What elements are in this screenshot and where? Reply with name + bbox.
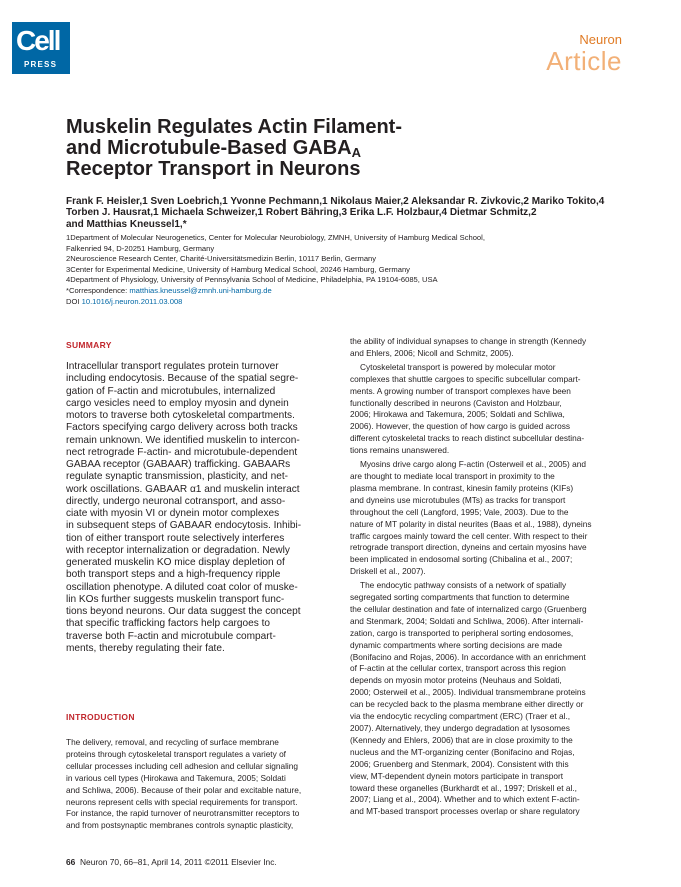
body-line: tions remains unanswered. bbox=[350, 445, 450, 456]
body-line: Driskell et al., 2007). bbox=[350, 566, 426, 577]
correspondence-email-link[interactable]: matthias.kneussel@zmnh.uni-hamburg.de bbox=[129, 285, 272, 295]
article-title bbox=[66, 117, 506, 180]
body-line: Cytoskeletal transport is powered by molecular motor bbox=[360, 361, 556, 372]
summary-line: GABAA receptor (GABAAR) trafficking. GABAARs bbox=[66, 459, 291, 470]
logo-sub-text: PRESS bbox=[24, 60, 58, 69]
body-line: (Kennedy and Ehlers, 2006) that are in close proximity to the bbox=[350, 734, 573, 745]
affiliation-line: 4Department of Physiology, University of Pennsylvania School of Medicine, Philadelphia, PA 19104-6085, USA bbox=[66, 275, 438, 285]
summary-line: ciate with myosin VI or dynein motor complexes bbox=[66, 508, 280, 519]
body-line: 2006; Hirokawa and Takemura, 2005; Soldati and Schliwa, bbox=[350, 409, 565, 420]
introduction-line: and Schliwa, 2006). Because of their polar and excitable nature, bbox=[66, 784, 302, 795]
introduction-text bbox=[66, 737, 336, 832]
body-line: different cytoskeletal tracks to reach distinct subcellular destina- bbox=[350, 433, 585, 444]
summary-line: regulate synaptic transmission, plasticity, and net- bbox=[66, 471, 288, 483]
doi-link[interactable]: 10.1016/j.neuron.2011.03.008 bbox=[81, 296, 183, 306]
title-line-1: Muskelin Regulates Actin Filament- bbox=[66, 116, 402, 138]
body-line: toward these organelles (Burkhardt et al., 1997; Driskell et al., bbox=[350, 782, 577, 793]
summary-line: with receptor internalization or degradation. Newly bbox=[66, 544, 290, 556]
body-line: throughout the cell (Langford, 1995; Vale, 2003). Due to the bbox=[350, 506, 569, 517]
title-line-2: and Microtubule-Based $GABA_A$ bbox=[66, 137, 361, 160]
body-line: via the endocytic recycling compartment (ERC) (Traer et al., bbox=[350, 711, 571, 722]
introduction-line: and from postsynaptic membranes controls synaptic plasticity, bbox=[66, 820, 294, 831]
summary-line: work oscillations. GABAAR α1 and muskelin interact bbox=[66, 483, 300, 495]
body-line: the cellular destination and fate of internalized cargo (Gruenberg bbox=[350, 603, 587, 614]
author-line: Torben J. Hausrat,1 Michaela Schweizer,1 Robert Bähring,3 Erika L.F. Holzbaur,4 Dietmar Schmitz,2 bbox=[66, 207, 537, 219]
author-list bbox=[66, 196, 626, 230]
right-column-text bbox=[350, 336, 625, 818]
summary-text bbox=[66, 361, 336, 655]
body-paragraph bbox=[350, 362, 625, 457]
introduction-heading: INTRODUCTION bbox=[66, 712, 135, 722]
body-line: complexes that shuttle cargoes to specific subcellular compart- bbox=[350, 373, 581, 384]
title-line-3: Receptor Transport in Neurons bbox=[66, 158, 361, 180]
body-line: ments. A growing number of transport complexes have been bbox=[350, 385, 571, 396]
body-line: can be recycled back to the plasma membrane either directly or bbox=[350, 699, 584, 710]
body-line: been implicated in endosomal sorting (Chibalina et al., 2007; bbox=[350, 554, 573, 565]
logo-main-text: Cell bbox=[16, 25, 60, 56]
body-line: 2007; Liang et al., 2004). Whether and to which extent F-actin- bbox=[350, 794, 580, 805]
summary-line: lin KOs further suggests muskelin transport func- bbox=[66, 593, 285, 605]
introduction-line: cellular processes including cell adhesion and cellular signaling bbox=[66, 760, 298, 771]
cell-press-logo bbox=[12, 22, 70, 74]
author-line: Frank F. Heisler,1 Sven Loebrich,1 Yvonne Pechmann,1 Nikolaus Maier,2 Aleksandar R. Zivkovic,2 Mariko Tokito,4 bbox=[66, 196, 605, 207]
affiliation-line: Falkenried 94, D-20251 Hamburg, Germany bbox=[66, 243, 215, 253]
summary-line: ments, thereby regulating their fate. bbox=[66, 642, 225, 654]
body-line: segregated sorting compartments that function to determine bbox=[350, 592, 570, 603]
summary-line: Factors specifying cargo delivery across both tracks bbox=[66, 422, 298, 434]
body-line: The endocytic pathway consists of a network of spatially bbox=[360, 580, 567, 591]
summary-line: including endocytosis. Because of the spatial segre- bbox=[66, 373, 299, 385]
page-number: 66 bbox=[66, 857, 76, 867]
body-line: dynamic compartments where sorting decisions are made bbox=[350, 639, 563, 650]
affiliation-line: 3Center for Experimental Medicine, University of Hamburg Medical School, 20246 Hamburg, Germany bbox=[66, 264, 410, 274]
affiliation-line: 2Neuroscience Research Center, Charité-Universitätsmedizin Berlin, 10117 Berlin, Germany bbox=[66, 254, 377, 264]
summary-line: gation of F-actin and microtubules, internalized bbox=[66, 385, 276, 397]
body-line: Myosins drive cargo along F-actin (Osterweil et al., 2005) and bbox=[360, 459, 586, 470]
summary-line: tions beyond neurons. Our data suggest the concept bbox=[66, 606, 301, 617]
summary-line: that specific trafficking factors help cargoes to bbox=[66, 618, 271, 630]
body-paragraph bbox=[350, 459, 625, 578]
page-footer bbox=[66, 857, 277, 867]
summary-line: motors to traverse both cytoskeletal compartments. bbox=[66, 410, 295, 421]
body-paragraph bbox=[350, 580, 625, 818]
body-paragraph bbox=[350, 336, 625, 360]
summary-line: Intracellular transport regulates protein turnover bbox=[66, 361, 279, 372]
body-line: (Bonifacino and Rojas, 2006). In accordance with an enrichment bbox=[350, 651, 586, 662]
article-type: Article bbox=[546, 46, 622, 76]
summary-line: directly, undergo neuronal cotransport, and asso- bbox=[66, 495, 286, 507]
body-line: nature of MT polarity in distal neurites (Baas et al., 1988), dyneins bbox=[350, 518, 592, 529]
journal-citation: Neuron 70, 66–81, April 14, 2011 ©2011 Elsevier Inc. bbox=[79, 857, 277, 867]
body-line: 2000; Osterweil et al., 2005). Individual transmembrane proteins bbox=[350, 687, 586, 698]
summary-line: oscillation phenotype. A diluted coat color of muske- bbox=[66, 581, 298, 593]
body-line: 2006; Gruenberg and Stenmark, 2004). Consistent with this bbox=[350, 758, 569, 769]
body-line: retrograde transport direction, dyneins and certain myosins have bbox=[350, 542, 587, 553]
summary-line: remain unknown. We identified muskelin to intercon- bbox=[66, 434, 300, 446]
summary-line: traverse both F-actin and microtubule compart- bbox=[66, 630, 276, 642]
summary-line: cargo vesicles need to employ myosin and dynein bbox=[66, 397, 289, 409]
summary-line: nect retrograde F-actin- and microtubule-dependent bbox=[66, 446, 298, 458]
body-line: plasma membrane. In contrast, kinesin family proteins (KIFs) bbox=[350, 482, 574, 493]
body-line: and Stenmark, 2004; Soldati and Schliwa, 2006). After internali- bbox=[350, 615, 584, 626]
body-line: traffic cargoes mainly toward the cell center. With respect to their bbox=[350, 530, 588, 541]
doi: DOI 10.1016/j.neuron.2011.03.008 bbox=[66, 296, 183, 306]
body-line: 2006). However, the question of how cargo is guided across bbox=[350, 421, 570, 432]
body-line: of F-actin at the cellular cortex, transport across this region bbox=[350, 663, 566, 674]
body-line: nucleus and the MT-organizing center (Bonifacino and Rojas, bbox=[350, 746, 575, 757]
journal-name: Neuron bbox=[579, 32, 622, 47]
affiliation-line: 1Department of Molecular Neurogenetics, Center for Molecular Neurobiology, ZMNH, University of Hamburg Medical School, bbox=[66, 233, 485, 242]
summary-line: in subsequent steps of GABAAR endocytosis. Inhibi- bbox=[66, 520, 302, 532]
body-line: 2007). Alternatively, they undergo degradation at lysosomes bbox=[350, 723, 570, 733]
body-line: the ability of individual synapses to change in strength (Kennedy bbox=[350, 336, 587, 346]
body-line: view, MT-dependent dynein motors participate in transport bbox=[350, 770, 564, 781]
introduction-line: proteins through cytoskeletal transport regulates a variety of bbox=[66, 748, 286, 759]
introduction-line: neurons represent cells with special requirements for transport. bbox=[66, 796, 298, 807]
affiliations bbox=[66, 233, 626, 307]
summary-heading: SUMMARY bbox=[66, 340, 112, 350]
body-line: and MT-based transport processes overlap or share regulatory bbox=[350, 806, 580, 817]
summary-line: generated muskelin KO mice display depletion of bbox=[66, 557, 285, 568]
summary-line: both transport steps and a high-frequency ripple bbox=[66, 569, 281, 581]
introduction-line: The delivery, removal, and recycling of surface membrane bbox=[66, 737, 279, 747]
summary-line: tion of either transport route selectively interferes bbox=[66, 532, 285, 544]
body-line: and dyneins use microtubules (MTs) as tracks for transport bbox=[350, 494, 566, 505]
body-line: zation, cargo is transported to peripheral sorting endosomes, bbox=[350, 627, 574, 638]
body-line: functionally described in neurons (Caviston and Holzbaur, bbox=[350, 397, 562, 408]
body-line: and Ehlers, 2006; Nicoll and Schmitz, 2005). bbox=[350, 347, 514, 358]
body-line: are thought to mediate local transport in proximity to the bbox=[350, 470, 555, 481]
body-line: depends on myosin motor proteins (Neuhaus and Soldati, bbox=[350, 675, 562, 686]
introduction-line: in various cell types (Hirokawa and Takemura, 2005; Soldati bbox=[66, 772, 286, 783]
author-line: and Matthias Kneussel1,* bbox=[66, 218, 187, 230]
introduction-line: For instance, the rapid turnover of neurotransmitter receptors to bbox=[66, 808, 300, 819]
correspondence: *Correspondence: matthias.kneussel@zmnh.uni-hamburg.de bbox=[66, 285, 272, 295]
